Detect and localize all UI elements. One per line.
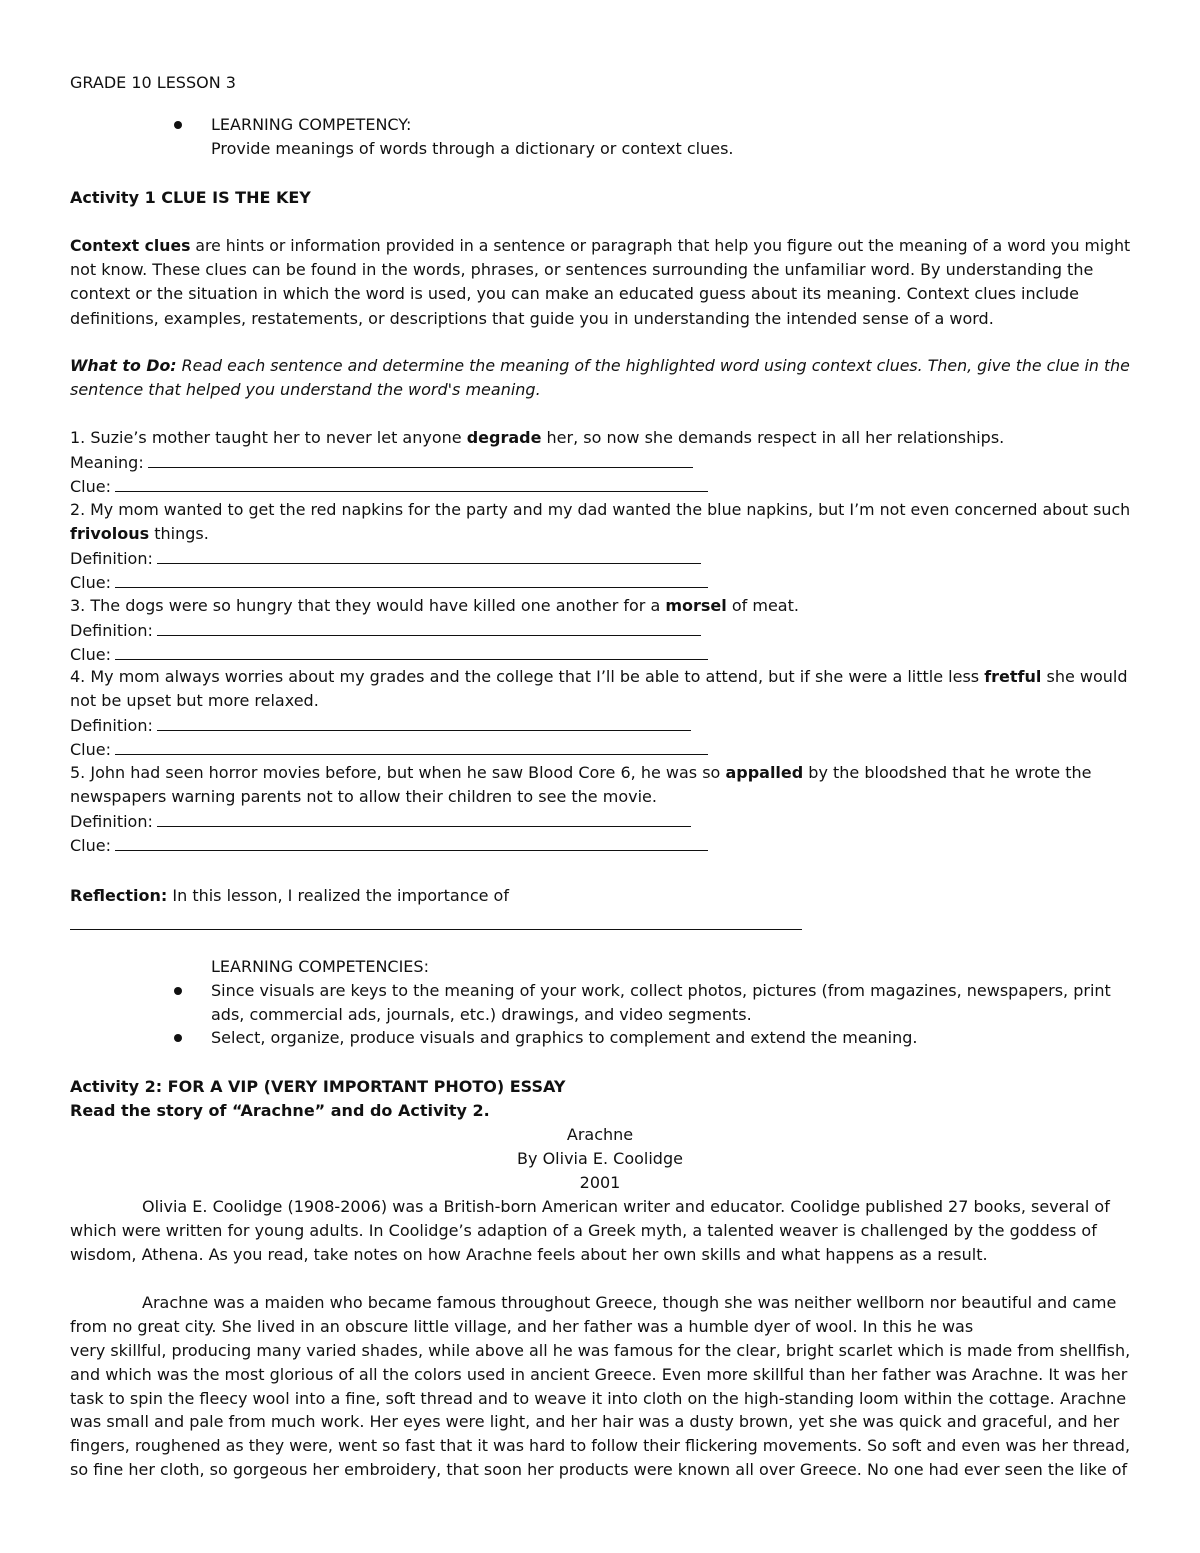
question-2: 2. My mom wanted to get the red napkins for the party and my dad wanted the blue napkins, but I’m not even concerned about such — [70, 500, 1131, 519]
story-line: so fine her cloth, so gorgeous her embroidery, that soon her products were known all over Greece. No one had ever seen the like of — [70, 1460, 1128, 1479]
question-5: 5. John had seen horror movies before, but when he saw Blood Core 6, he was so appalled by the bloodshed that he wrote the — [70, 763, 1092, 782]
question-3: 3. The dogs were so hungry that they would have killed one another for a morsel of meat. — [70, 596, 799, 615]
context-paragraph-line: Context clues are hints or information provided in a sentence or paragraph that help you figure out the meaning of a word you might — [70, 236, 1131, 255]
question-2-cont: frivolous things. — [70, 524, 209, 543]
lesson-header: GRADE 10 LESSON 3 — [70, 73, 236, 92]
answer-blank[interactable] — [157, 715, 691, 731]
intro-line: wisdom, Athena. As you read, take notes on how Arachne feels about her own skills and what happens as a result. — [70, 1245, 988, 1264]
answer-blank[interactable] — [115, 644, 708, 660]
story-line: task to spin the fleecy wool into a fine, soft thread and to weave it into cloth on the high-standing loom within the cottage. Arachne — [70, 1389, 1127, 1408]
clue-line: Clue: — [70, 644, 708, 665]
story-line: very skillful, producing many varied shades, while above all he was famous for the clear, bright scarlet which is made from shellfish, — [70, 1341, 1131, 1360]
answer-blank[interactable] — [115, 739, 708, 755]
story-year: 2001 — [579, 1173, 621, 1192]
definition-line: Definition: — [70, 811, 691, 832]
answer-blank[interactable] — [115, 476, 708, 492]
instructions-line: sentence that helped you understand the word's meaning. — [70, 380, 541, 399]
story-title: Arachne — [566, 1125, 634, 1144]
context-paragraph-line: context or the situation in which the word is used, you can make an educated guess about its meaning. Context clues include — [70, 284, 1079, 303]
answer-blank[interactable] — [115, 835, 708, 851]
question-1: 1. Suzie’s mother taught her to never let anyone degrade her, so now she demands respect in all her relationships. — [70, 428, 1005, 447]
activity2-subtitle: Read the story of “Arachne” and do Activity 2. — [70, 1101, 490, 1120]
story-line: Arachne was a maiden who became famous throughout Greece, though she was neither wellborn nor beautiful and came — [142, 1293, 1117, 1312]
reflection-line: Reflection: In this lesson, I realized the importance of — [70, 886, 509, 905]
clue-line: Clue: — [70, 572, 708, 593]
question-4: 4. My mom always worries about my grades and the college that I’ll be able to attend, but if she were a little less fretful she would — [70, 667, 1128, 686]
story-line: and which was the most glorious of all the colors used in ancient Greece. Even more skillful than her father was Arachne. It was her — [70, 1365, 1128, 1384]
answer-blank[interactable] — [157, 811, 691, 827]
answer-blank[interactable] — [157, 548, 701, 564]
activity2-title: Activity 2: FOR A VIP (VERY IMPORTANT PHOTO) ESSAY — [70, 1077, 566, 1096]
competency-text: Provide meanings of words through a dictionary or context clues. — [211, 139, 734, 158]
competencies-label: LEARNING COMPETENCIES: — [211, 957, 429, 976]
question-4-cont: not be upset but more relaxed. — [70, 691, 319, 710]
bullet-icon — [174, 987, 182, 995]
clue-line: Clue: — [70, 739, 708, 760]
intro-line: which were written for young adults. In Coolidge’s adaption of a Greek myth, a talented weaver is challenged by the goddess of — [70, 1221, 1097, 1240]
activity1-title: Activity 1 CLUE IS THE KEY — [70, 188, 311, 207]
answer-blank[interactable] — [115, 572, 708, 588]
definition-line: Definition: — [70, 620, 701, 641]
meaning-line: Meaning: — [70, 452, 693, 473]
competency-item-cont: ads, commercial ads, journals, etc.) drawings, and video segments. — [211, 1005, 752, 1024]
question-5-cont: newspapers warning parents not to allow their children to see the movie. — [70, 787, 657, 806]
intro-line: Olivia E. Coolidge (1908-2006) was a British-born American writer and educator. Coolidge published 27 books, several of — [142, 1197, 1110, 1216]
instructions-line: What to Do: Read each sentence and determine the meaning of the highlighted word using context clues. Then, give the clue in the — [70, 356, 1130, 375]
bullet-icon — [174, 1034, 182, 1042]
answer-blank[interactable] — [148, 452, 693, 468]
competency-item: Since visuals are keys to the meaning of your work, collect photos, pictures (from magazines, newspapers, print — [211, 981, 1111, 1000]
clue-line: Clue: — [70, 476, 708, 497]
competency-item: Select, organize, produce visuals and graphics to complement and extend the meaning. — [211, 1028, 918, 1047]
story-line: fingers, roughened as they were, went so fast that it was hard to follow their flickering movements. So soft and even was her thread, — [70, 1436, 1131, 1455]
reflection-answer-blank[interactable] — [70, 929, 802, 930]
competency-label: LEARNING COMPETENCY: — [211, 115, 412, 134]
story-line: was small and pale from much work. Her eyes were light, and her hair was a dusty brown, yet she was quick and graceful, and her — [70, 1412, 1120, 1431]
bullet-icon — [174, 121, 182, 129]
answer-blank[interactable] — [157, 620, 701, 636]
context-paragraph-line: definitions, examples, restatements, or descriptions that guide you in understanding the intended sense of a word. — [70, 309, 994, 328]
story-author: By Olivia E. Coolidge — [517, 1149, 683, 1168]
clue-line: Clue: — [70, 835, 708, 856]
story-line: from no great city. She lived in an obscure little village, and her father was a humble dyer of wool. In this he was — [70, 1317, 974, 1336]
definition-line: Definition: — [70, 548, 701, 569]
context-paragraph-line: not know. These clues can be found in the words, phrases, or sentences surrounding the unfamiliar word. By understanding the — [70, 260, 1094, 279]
definition-line: Definition: — [70, 715, 691, 736]
